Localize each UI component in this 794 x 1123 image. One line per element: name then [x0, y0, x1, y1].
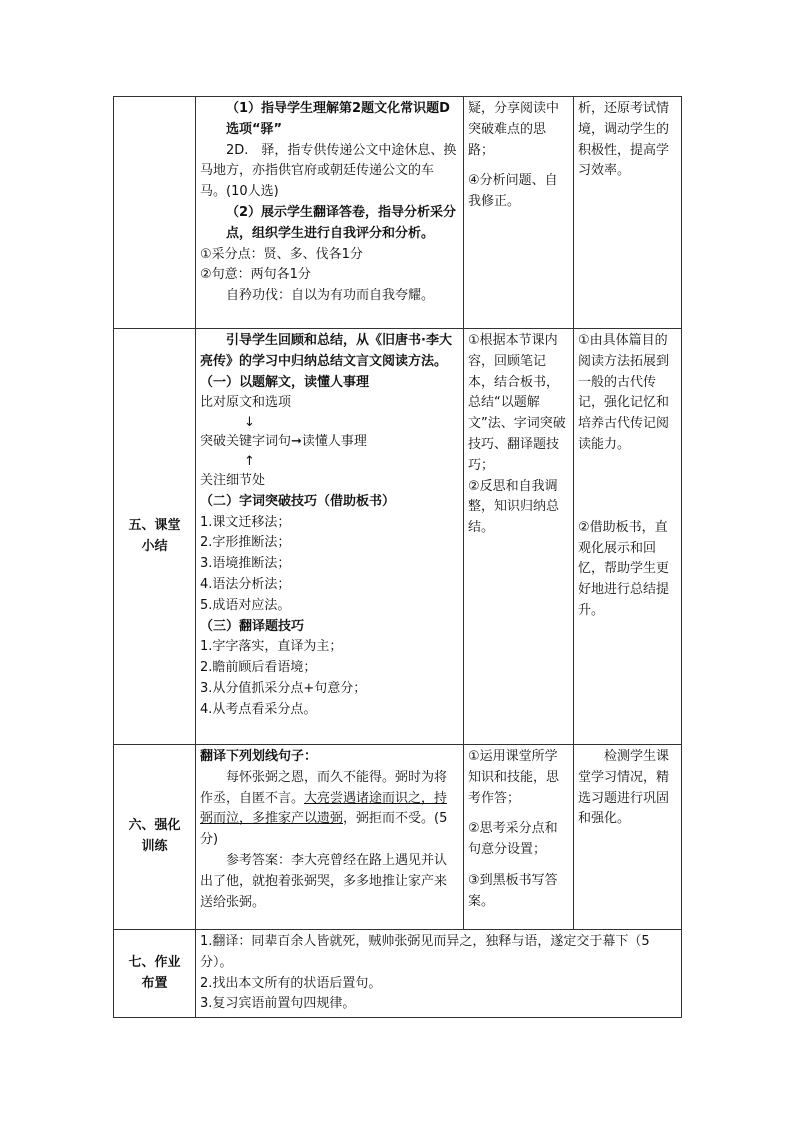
design-intent-cell [574, 329, 682, 745]
content-line: 自矜功伐：自以为有功而自我夸耀。 [226, 288, 435, 304]
design-intent-text: 检测学生课堂学习情况，精选习题进行巩固和强化。 [578, 749, 670, 827]
student-activity-text: ①运用课堂所学知识和技能，思考作答； [468, 749, 560, 806]
section-heading: （一）以题解文，读懂人事理 [200, 374, 370, 390]
list-item: 3.从分值抓采分点+句意分； [200, 680, 367, 696]
homework-item: 2.找出本文所有的状语后置句。 [200, 975, 382, 991]
stage-cell [114, 745, 196, 930]
reference-answer: 参考答案：李大亮曾经在路上遇见并认出了他，就抱着张弼哭，多多地推让家产来送给张弼。 [200, 852, 448, 910]
stage-cell [114, 97, 196, 329]
table-row [114, 329, 682, 745]
design-intent-text: 析，还原考试情境，调动学生的积极性，提高学习效率。 [578, 101, 670, 179]
student-activity-cell [464, 97, 574, 329]
flow-step: 比对原文和选项 [200, 395, 292, 411]
content-line: （1）指导学生理解第2题文化常识题D选项“驿” [226, 101, 450, 137]
content-line: （2）展示学生翻译答卷，指导分析采分点，组织学生进行自我评分和分析。 [226, 204, 457, 241]
passage-text: ，弼拒而不受。(5分) [200, 811, 448, 848]
homework-item: 3.复习宾语前置句四规律。 [200, 996, 356, 1012]
table-row [114, 97, 682, 329]
design-intent-text: ②借助板书，直观化展示和回忆，帮助学生更好地进行总结提升。 [578, 519, 670, 618]
design-intent-cell [574, 97, 682, 329]
list-item: 1.课文迁移法； [200, 514, 291, 530]
stage-cell [114, 329, 196, 745]
content-line: ②句意：两句各1分 [200, 267, 311, 283]
stage-cell [114, 930, 196, 1018]
list-item: 4.从考点看采分点。 [200, 701, 317, 717]
stage-label: 五、课堂小结 [128, 517, 181, 554]
section-heading: 翻译下列划线句子： [200, 749, 318, 764]
exercise-passage [200, 768, 459, 851]
list-item: 3.语境推断法； [200, 556, 291, 572]
arrow-down-icon: ↓ [244, 415, 255, 431]
student-activity-cell [464, 745, 574, 930]
underlined-sentence: 大亮尝遇诸途而识之，持弼而泣，多推家产以遗弼 [200, 790, 448, 827]
content-line: 2D. 驿，指专供传递公文中途休息、换马地方，亦指供官府或朝廷传递公文的车马。(10人选) [200, 142, 457, 200]
content-cell [196, 745, 464, 930]
student-activity-cell [464, 329, 574, 745]
student-activity-text: ②反思和自我调整，知识归纳总结。 [468, 478, 560, 536]
flow-step: 关注细节处 [200, 472, 266, 488]
content-cell [196, 329, 464, 745]
student-activity-text: ④分析问题、自我修正。 [468, 173, 558, 210]
homework-cell [196, 930, 682, 1018]
list-item: 5.成语对应法。 [200, 597, 291, 613]
design-intent-text: ①由具体篇目的阅读方法拓展到一般的古代传记，强化记忆和培养古代传记阅读能力。 [578, 333, 670, 452]
table-row [114, 745, 682, 930]
student-activity-text: ③到黑板书写答案。 [468, 872, 558, 909]
content-cell [196, 97, 464, 329]
list-item: 4.语法分析法； [200, 576, 291, 592]
list-item: 2.字形推断法； [200, 535, 291, 551]
student-activity-text: ②思考采分点和句意分设置； [468, 821, 558, 858]
content-line: ①采分点：贤、多、伐各1分 [200, 246, 363, 262]
list-item: 2.瞻前顾后看语境； [200, 660, 317, 676]
flow-step: 突破关键字词句➞读懂人事理 [200, 434, 367, 450]
stage-label: 七、作业布置 [128, 954, 181, 991]
passage-text: 每怀张弼之恩，而久不能得。弼时为将作丞，自匿不言。 [200, 769, 448, 806]
section-heading: （二）字词突破技巧（借助板书） [200, 493, 396, 509]
design-intent-cell [574, 745, 682, 930]
lesson-plan-table [113, 96, 682, 1018]
stage-label: 六、强化训练 [128, 818, 181, 854]
homework-item: 1.翻译：同辈百余人皆就死，贼帅张弼见而异之，独释与语，遂定交于幕下（5分）。 [200, 934, 650, 970]
content-line: 引导学生回顾和总结，从《旧唐书·李大亮传》的学习中归纳总结文言文阅读方法。 [200, 333, 452, 369]
student-activity-text: ①根据本节课内容，回顾笔记本，结合板书，总结“以题解文”法、字词突破技巧、翻译题技巧； [468, 333, 566, 473]
list-item: 1.字字落实，直译为主； [200, 639, 343, 655]
student-activity-text: 疑，分享阅读中突破难点的思路； [468, 101, 560, 158]
section-heading: （三）翻译题技巧 [200, 618, 305, 634]
table-row [114, 930, 682, 1018]
arrow-up-icon: ↑ [244, 453, 255, 469]
